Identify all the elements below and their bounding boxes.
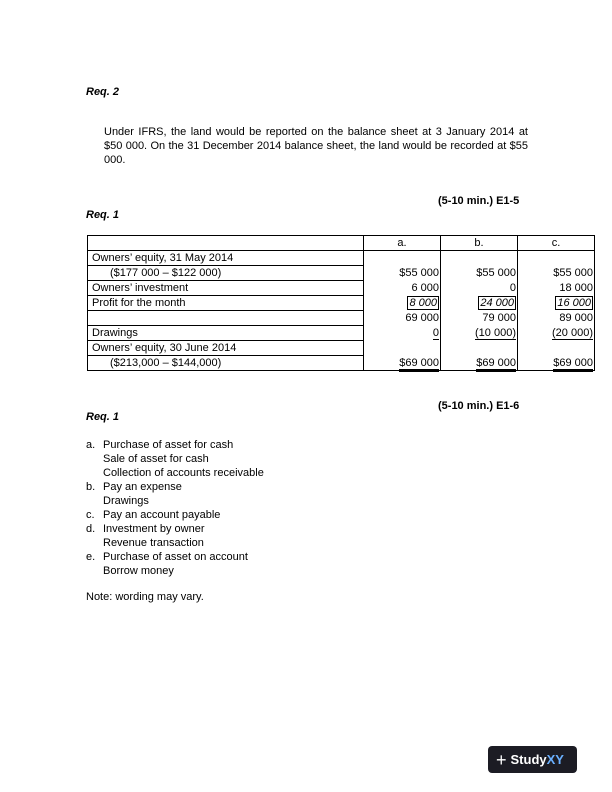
list-line: Revenue transaction <box>103 537 204 549</box>
list-line: Investment by owner <box>103 523 205 535</box>
list-item <box>86 480 264 508</box>
list-marker: d. <box>86 523 96 535</box>
cell <box>518 356 595 371</box>
list-line: Drawings <box>103 495 149 507</box>
list-line: Pay an expense <box>103 481 182 493</box>
cell <box>518 326 595 341</box>
table-header-row <box>88 236 595 251</box>
cell: $55 000 <box>441 266 518 281</box>
list-item <box>86 522 264 550</box>
cell-value: 24 000 <box>480 297 514 309</box>
col-header-b: b. <box>441 236 518 251</box>
cell <box>518 341 595 356</box>
list-line: Collection of accounts receivable <box>103 467 264 479</box>
cell <box>364 326 441 341</box>
table-corner <box>88 236 364 251</box>
e16-req-heading: Req. 1 <box>86 411 120 423</box>
cell <box>441 356 518 371</box>
req2-paragraph: Under IFRS, the land would be reported on the balance sheet at 3 January 2014 at $50 000. On the 31 December 2014 balance sheet, the land would be recorded at $55 000. <box>104 126 528 166</box>
row-label: Owners’ equity, 31 May 2014 <box>88 251 364 266</box>
list-marker: b. <box>86 481 96 493</box>
cell <box>441 296 518 311</box>
cell: 89 000 <box>518 311 595 326</box>
table-row <box>88 311 595 326</box>
row-label: Drawings <box>88 326 364 341</box>
cell <box>441 251 518 266</box>
cell <box>364 356 441 371</box>
cell-value: $69 000 <box>553 357 593 372</box>
cell: $55 000 <box>518 266 595 281</box>
list-line: Borrow money <box>103 565 174 577</box>
cell: $55 000 <box>364 266 441 281</box>
col-header-c: c. <box>518 236 595 251</box>
table-row <box>88 251 595 266</box>
table-row <box>88 266 595 281</box>
col-header-a: a. <box>364 236 441 251</box>
cell <box>441 341 518 356</box>
row-label: Owners’ investment <box>88 281 364 296</box>
cell <box>364 251 441 266</box>
list-line: Purchase of asset on account <box>103 551 248 563</box>
cell <box>441 326 518 341</box>
cell-value: (20 000) <box>552 327 593 339</box>
row-label-text: ($177 000 – $122 000) <box>110 267 222 279</box>
cell-value: $69 000 <box>399 357 439 372</box>
table-row <box>88 356 595 371</box>
list-line: Purchase of asset for cash <box>103 439 234 451</box>
cell-value: 8 000 <box>409 297 437 309</box>
list-marker: c. <box>86 509 95 521</box>
table-row <box>88 341 595 356</box>
cell-value: (10 000) <box>475 327 516 339</box>
cell: 79 000 <box>441 311 518 326</box>
plus-icon: + <box>496 749 507 770</box>
cell: 18 000 <box>518 281 595 296</box>
list-item <box>86 508 264 522</box>
list-item <box>86 550 264 578</box>
list-item <box>86 438 264 480</box>
row-label <box>88 311 364 326</box>
cell <box>518 251 595 266</box>
cell-value: $69 000 <box>476 357 516 372</box>
row-label-text: ($213,000 – $144,000) <box>110 357 222 369</box>
cell-value: 16 000 <box>557 297 591 309</box>
transaction-list <box>86 438 264 578</box>
e15-label: (5-10 min.) E1-5 <box>438 195 520 207</box>
cell <box>364 296 441 311</box>
studyxy-logo <box>488 746 577 773</box>
e16-label: (5-10 min.) E1-6 <box>438 400 520 412</box>
owners-equity-table <box>87 235 595 371</box>
cell: 6 000 <box>364 281 441 296</box>
table-row <box>88 296 595 311</box>
list-marker: a. <box>86 439 96 451</box>
list-line: Sale of asset for cash <box>103 453 209 465</box>
e15-req-heading: Req. 1 <box>86 209 120 221</box>
table-row <box>88 326 595 341</box>
cell <box>518 296 595 311</box>
row-label: Owners’ equity, 30 June 2014 <box>88 341 364 356</box>
row-label <box>88 356 364 371</box>
cell: 0 <box>441 281 518 296</box>
row-label: Profit for the month <box>88 296 364 311</box>
cell-value: 0 <box>432 327 439 339</box>
cell <box>364 341 441 356</box>
list-marker: e. <box>86 551 96 563</box>
wording-note: Note: wording may vary. <box>86 591 204 603</box>
table-row <box>88 281 595 296</box>
cell: 69 000 <box>364 311 441 326</box>
logo-text-study: Study <box>510 752 547 767</box>
row-label <box>88 266 364 281</box>
logo-text-xy: XY <box>546 752 564 767</box>
list-line: Pay an account payable <box>103 509 221 521</box>
req2-heading: Req. 2 <box>86 86 120 98</box>
